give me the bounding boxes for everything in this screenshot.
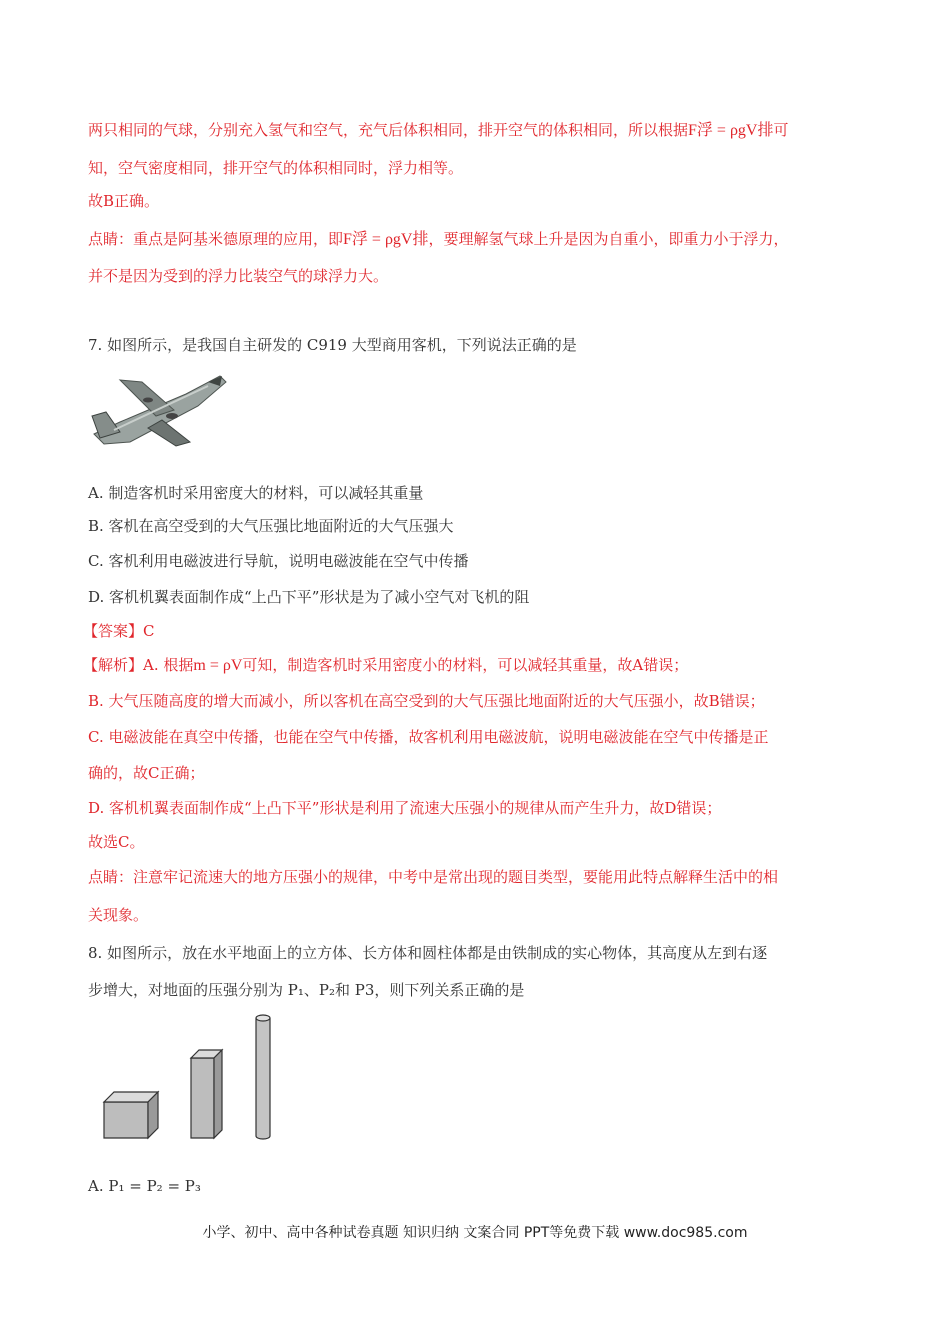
q7-answer [83,620,155,641]
prev-solution-line2: 知，空气密度相同，排开空气的体积相同时，浮力相等。 [88,159,464,177]
answer-tag: 【答案】 [83,622,144,640]
q7-analysis-b: B. 大气压随高度的增大而减小，所以客机在高空受到的大气压强比地面附近的大气压强小，故B错误； [88,692,765,710]
q7-option-c: C. 客机利用电磁波进行导航，说明电磁波能在空气中传播 [88,552,469,570]
cylinder-shape [256,1015,270,1139]
q7-option-a: A. 制造客机时采用密度大的材料，可以减轻其重量 [88,484,424,502]
q7-option-d: D. 客机机翼表面制作成“上凸下平”形状是为了减小空气对飞机的阻 [88,588,530,606]
q8-option-a: A. P₁ = P₂ = P₃ [88,1177,201,1195]
text: 点睛：重点是阿基米德原理的应用，即 [88,230,344,248]
q7-stem: 7. 如图所示，是我国自主研发的 C919 大型商用客机，下列说法正确的是 [88,336,577,354]
prev-tip-line1 [88,226,789,249]
q8-stem-line2: 步增大，对地面的压强分别为 P₁、P₂和 P3，则下列关系正确的是 [88,981,525,999]
density-formula: m = ρV [193,657,243,674]
page-footer: 小学、初中、高中各种试卷真题 知识归纳 文案合同 PPT等免费下载 www.doc985.com [202,1225,748,1241]
q7-tip-line2: 关现象。 [88,906,149,924]
analysis-tag: 【解析】 [83,656,144,674]
q7-conclusion: 故选C。 [88,833,145,851]
text: 可知，制造客机时采用密度小的材料，可以减轻其重量，故A错误； [242,656,689,674]
q7-analysis-c2: 确的，故C正确； [88,764,205,782]
text: 两只相同的气球，分别充入氢气和空气，充气后体积相同，排开空气的体积相同，所以根据 [88,121,689,139]
iron-solids-figure [100,1010,280,1144]
q7-tip-line1: 点睛：注意牢记流速大的地方压强小的规律，中考中是常出现的题目类型，要能用此特点解释生活中的相 [88,868,779,886]
prev-solution-line1 [88,117,789,140]
q7-option-b: B. 客机在高空受到的大气压强比地面附近的大气压强大 [88,517,454,535]
buoyancy-formula: F浮 = ρgV排 [343,231,429,248]
prev-tip-line2: 并不是因为受到的浮力比装空气的球浮力大。 [88,267,389,285]
text: ，要理解氢气球上升是因为自重小，即重力小于浮力， [428,230,789,248]
c919-airplane-image [90,372,230,450]
q7-analysis-a [83,654,688,675]
buoyancy-formula: F浮 = ρgV排 [688,122,774,139]
prev-solution-conclusion: 故B正确。 [88,192,160,210]
q7-analysis-c1: C. 电磁波能在真空中传播，也能在空气中传播，故客机利用电磁波航，说明电磁波能在空气中传播是正 [88,728,769,746]
cuboid-shape [191,1050,222,1138]
q8-stem-line1: 8. 如图所示，放在水平地面上的立方体、长方体和圆柱体都是由铁制成的实心物体，其高度从左到右逐 [88,944,768,962]
text: A. 根据 [143,656,194,674]
text: 可 [773,121,789,139]
answer-value: C [143,622,155,640]
q7-analysis-d: D. 客机机翼表面制作成“上凸下平”形状是利用了流速大压强小的规律从而产生升力，故D错误； [88,799,722,817]
cube-shape [104,1092,158,1138]
